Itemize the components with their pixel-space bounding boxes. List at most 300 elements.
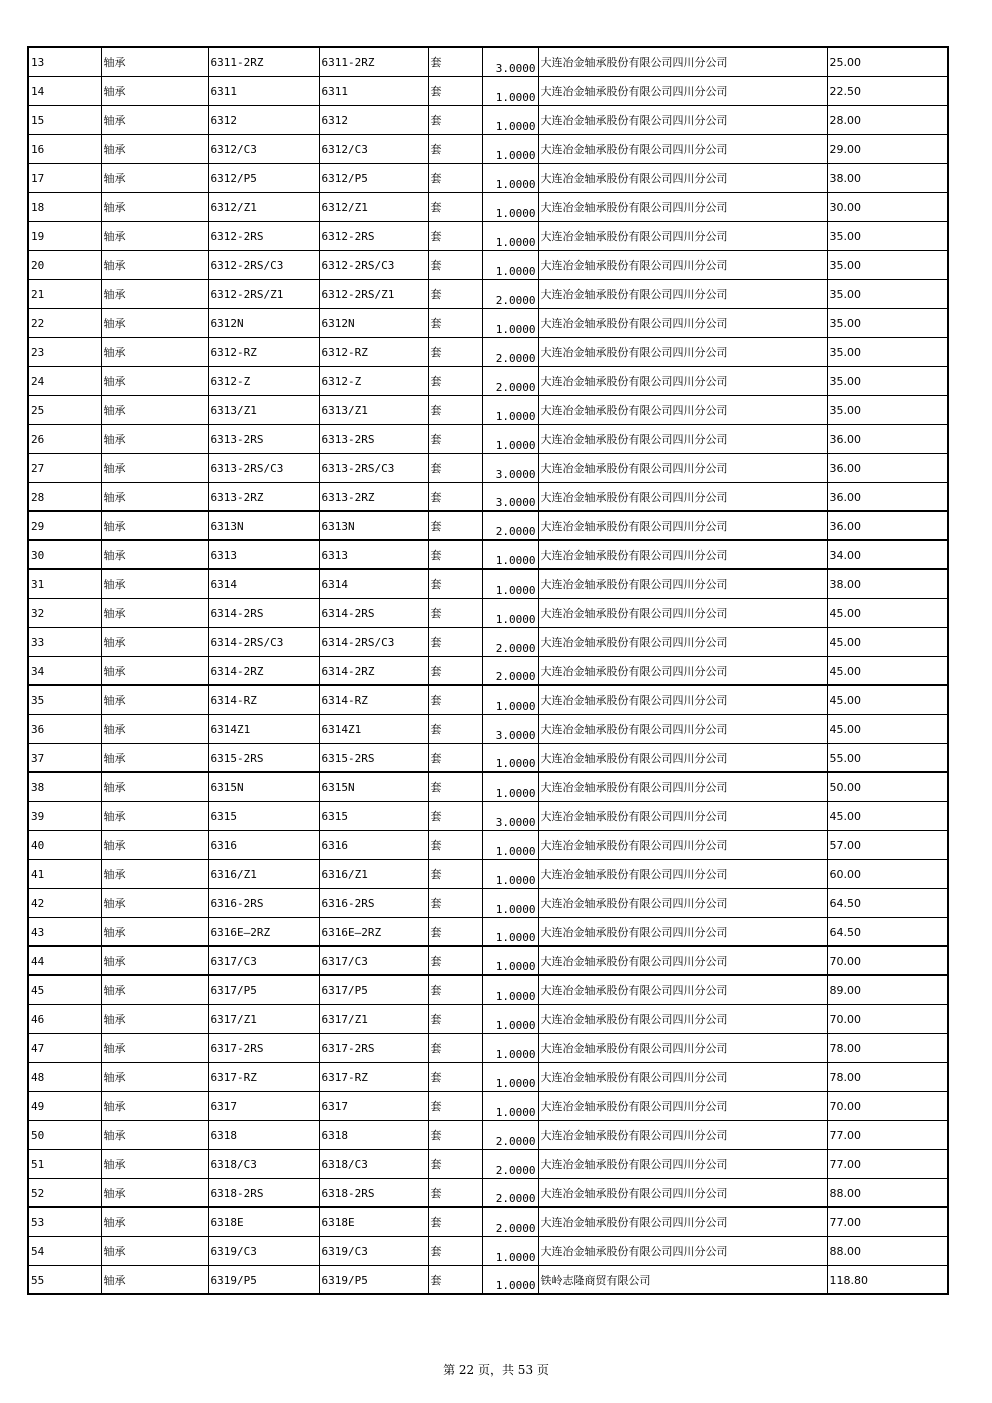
model-cell: 6314-RZ (208, 685, 319, 714)
spec-cell: 6315 (319, 801, 428, 830)
item-name-cell: 轴承 (101, 482, 208, 511)
table-row (28, 685, 948, 714)
quantity-cell: 1.0000 (482, 1004, 538, 1033)
row-number-cell: 37 (28, 743, 101, 772)
supplier-cell: 大连冶金轴承股份有限公司四川分公司 (538, 47, 827, 76)
quantity-cell: 2.0000 (482, 337, 538, 366)
quantity-cell: 1.0000 (482, 743, 538, 772)
row-number-cell: 33 (28, 627, 101, 656)
quantity-cell: 1.0000 (482, 105, 538, 134)
supplier-cell: 大连冶金轴承股份有限公司四川分公司 (538, 859, 827, 888)
model-cell: 6311 (208, 76, 319, 105)
quantity-cell: 3.0000 (482, 47, 538, 76)
model-cell: 6312-Z (208, 366, 319, 395)
table-row (28, 1207, 948, 1236)
table-row (28, 1004, 948, 1033)
price-cell: 77.00 (827, 1207, 948, 1236)
price-cell: 64.50 (827, 917, 948, 946)
table-row (28, 1033, 948, 1062)
quantity-cell: 1.0000 (482, 685, 538, 714)
row-number-cell: 45 (28, 975, 101, 1004)
price-cell: 36.00 (827, 453, 948, 482)
unit-cell: 套 (428, 801, 482, 830)
item-name-cell: 轴承 (101, 685, 208, 714)
row-number-cell: 41 (28, 859, 101, 888)
item-name-cell: 轴承 (101, 1265, 208, 1294)
table-row (28, 1062, 948, 1091)
supplier-cell: 大连冶金轴承股份有限公司四川分公司 (538, 1207, 827, 1236)
model-cell: 6316E—2RZ (208, 917, 319, 946)
row-number-cell: 51 (28, 1149, 101, 1178)
table-row (28, 308, 948, 337)
row-number-cell: 31 (28, 569, 101, 598)
row-number-cell: 44 (28, 946, 101, 975)
supplier-cell: 大连冶金轴承股份有限公司四川分公司 (538, 1091, 827, 1120)
price-cell: 70.00 (827, 1091, 948, 1120)
quantity-cell: 1.0000 (482, 859, 538, 888)
table-row (28, 975, 948, 1004)
price-cell: 35.00 (827, 279, 948, 308)
model-cell: 6315 (208, 801, 319, 830)
model-cell: 6318/C3 (208, 1149, 319, 1178)
price-cell: 77.00 (827, 1149, 948, 1178)
supplier-cell: 大连冶金轴承股份有限公司四川分公司 (538, 424, 827, 453)
quantity-cell: 1.0000 (482, 395, 538, 424)
row-number-cell: 19 (28, 221, 101, 250)
spec-cell: 6312-RZ (319, 337, 428, 366)
spec-cell: 6317/C3 (319, 946, 428, 975)
row-number-cell: 34 (28, 656, 101, 685)
supplier-cell: 大连冶金轴承股份有限公司四川分公司 (538, 76, 827, 105)
price-cell: 35.00 (827, 308, 948, 337)
row-number-cell: 26 (28, 424, 101, 453)
spec-cell: 6312-2RS/C3 (319, 250, 428, 279)
supplier-cell: 大连冶金轴承股份有限公司四川分公司 (538, 801, 827, 830)
quantity-cell: 1.0000 (482, 888, 538, 917)
spec-cell: 6312/Z1 (319, 192, 428, 221)
quantity-cell: 2.0000 (482, 627, 538, 656)
quantity-cell: 1.0000 (482, 1091, 538, 1120)
table-row (28, 511, 948, 540)
price-cell: 88.00 (827, 1178, 948, 1207)
spec-cell: 6312-Z (319, 366, 428, 395)
unit-cell: 套 (428, 1265, 482, 1294)
price-cell: 64.50 (827, 888, 948, 917)
price-cell: 34.00 (827, 540, 948, 569)
spec-cell: 6316-2RS (319, 888, 428, 917)
price-cell: 36.00 (827, 424, 948, 453)
row-number-cell: 48 (28, 1062, 101, 1091)
price-cell: 25.00 (827, 47, 948, 76)
row-number-cell: 13 (28, 47, 101, 76)
price-cell: 78.00 (827, 1033, 948, 1062)
table-row (28, 192, 948, 221)
table-body (28, 47, 948, 1294)
quantity-cell: 2.0000 (482, 1207, 538, 1236)
supplier-cell: 大连冶金轴承股份有限公司四川分公司 (538, 395, 827, 424)
row-number-cell: 24 (28, 366, 101, 395)
quantity-cell: 1.0000 (482, 917, 538, 946)
quantity-cell: 1.0000 (482, 308, 538, 337)
item-name-cell: 轴承 (101, 47, 208, 76)
table-row (28, 47, 948, 76)
model-cell: 6312-2RS (208, 221, 319, 250)
item-name-cell: 轴承 (101, 946, 208, 975)
supplier-cell: 大连冶金轴承股份有限公司四川分公司 (538, 569, 827, 598)
item-name-cell: 轴承 (101, 888, 208, 917)
model-cell: 6319/P5 (208, 1265, 319, 1294)
model-cell: 6316/Z1 (208, 859, 319, 888)
spec-cell: 6318 (319, 1120, 428, 1149)
price-cell: 89.00 (827, 975, 948, 1004)
quantity-cell: 2.0000 (482, 1120, 538, 1149)
price-cell: 35.00 (827, 221, 948, 250)
item-name-cell: 轴承 (101, 714, 208, 743)
unit-cell: 套 (428, 221, 482, 250)
table-row (28, 714, 948, 743)
model-cell: 6313/Z1 (208, 395, 319, 424)
model-cell: 6317 (208, 1091, 319, 1120)
row-number-cell: 43 (28, 917, 101, 946)
row-number-cell: 32 (28, 598, 101, 627)
supplier-cell: 大连冶金轴承股份有限公司四川分公司 (538, 134, 827, 163)
supplier-cell: 大连冶金轴承股份有限公司四川分公司 (538, 1236, 827, 1265)
item-name-cell: 轴承 (101, 76, 208, 105)
spec-cell: 6313-2RS/C3 (319, 453, 428, 482)
spec-cell: 6317/Z1 (319, 1004, 428, 1033)
item-name-cell: 轴承 (101, 1091, 208, 1120)
row-number-cell: 16 (28, 134, 101, 163)
quantity-cell: 2.0000 (482, 511, 538, 540)
unit-cell: 套 (428, 598, 482, 627)
unit-cell: 套 (428, 105, 482, 134)
spec-cell: 6316E—2RZ (319, 917, 428, 946)
model-cell: 6314-2RZ (208, 656, 319, 685)
model-cell: 6318-2RS (208, 1178, 319, 1207)
row-number-cell: 17 (28, 163, 101, 192)
spec-cell: 6313/Z1 (319, 395, 428, 424)
table-row (28, 540, 948, 569)
price-cell: 60.00 (827, 859, 948, 888)
row-number-cell: 25 (28, 395, 101, 424)
spec-cell: 6312-2RS (319, 221, 428, 250)
model-cell: 6314 (208, 569, 319, 598)
price-cell: 70.00 (827, 1004, 948, 1033)
supplier-cell: 大连冶金轴承股份有限公司四川分公司 (538, 888, 827, 917)
row-number-cell: 22 (28, 308, 101, 337)
spec-cell: 6314Z1 (319, 714, 428, 743)
item-name-cell: 轴承 (101, 424, 208, 453)
row-number-cell: 21 (28, 279, 101, 308)
unit-cell: 套 (428, 1091, 482, 1120)
row-number-cell: 53 (28, 1207, 101, 1236)
row-number-cell: 38 (28, 772, 101, 801)
supplier-cell: 大连冶金轴承股份有限公司四川分公司 (538, 511, 827, 540)
unit-cell: 套 (428, 714, 482, 743)
row-number-cell: 52 (28, 1178, 101, 1207)
item-name-cell: 轴承 (101, 540, 208, 569)
item-name-cell: 轴承 (101, 105, 208, 134)
supplier-cell: 大连冶金轴承股份有限公司四川分公司 (538, 105, 827, 134)
unit-cell: 套 (428, 946, 482, 975)
table-row (28, 801, 948, 830)
model-cell: 6313-2RZ (208, 482, 319, 511)
item-name-cell: 轴承 (101, 743, 208, 772)
item-name-cell: 轴承 (101, 830, 208, 859)
item-name-cell: 轴承 (101, 656, 208, 685)
price-cell: 35.00 (827, 337, 948, 366)
spec-cell: 6315-2RS (319, 743, 428, 772)
spec-cell: 6312 (319, 105, 428, 134)
table-row (28, 221, 948, 250)
model-cell: 6318 (208, 1120, 319, 1149)
supplier-cell: 大连冶金轴承股份有限公司四川分公司 (538, 830, 827, 859)
supplier-cell: 大连冶金轴承股份有限公司四川分公司 (538, 453, 827, 482)
row-number-cell: 55 (28, 1265, 101, 1294)
table-row (28, 859, 948, 888)
model-cell: 6312-2RS/Z1 (208, 279, 319, 308)
table-row (28, 598, 948, 627)
quantity-cell: 1.0000 (482, 975, 538, 1004)
supplier-cell: 大连冶金轴承股份有限公司四川分公司 (538, 1120, 827, 1149)
table-row (28, 656, 948, 685)
table-row (28, 366, 948, 395)
table-row (28, 830, 948, 859)
supplier-cell: 大连冶金轴承股份有限公司四川分公司 (538, 1178, 827, 1207)
quantity-cell: 1.0000 (482, 540, 538, 569)
table-row (28, 482, 948, 511)
spec-cell: 6312N (319, 308, 428, 337)
model-cell: 6317/P5 (208, 975, 319, 1004)
price-cell: 38.00 (827, 163, 948, 192)
table-row (28, 1149, 948, 1178)
price-cell: 22.50 (827, 76, 948, 105)
quantity-cell: 3.0000 (482, 801, 538, 830)
supplier-cell: 大连冶金轴承股份有限公司四川分公司 (538, 975, 827, 1004)
spec-cell: 6311 (319, 76, 428, 105)
row-number-cell: 29 (28, 511, 101, 540)
supplier-cell: 大连冶金轴承股份有限公司四川分公司 (538, 627, 827, 656)
item-name-cell: 轴承 (101, 1178, 208, 1207)
row-number-cell: 18 (28, 192, 101, 221)
model-cell: 6316-2RS (208, 888, 319, 917)
unit-cell: 套 (428, 1004, 482, 1033)
item-name-cell: 轴承 (101, 1207, 208, 1236)
table-row (28, 76, 948, 105)
table-row (28, 395, 948, 424)
unit-cell: 套 (428, 76, 482, 105)
item-name-cell: 轴承 (101, 1004, 208, 1033)
supplier-cell: 大连冶金轴承股份有限公司四川分公司 (538, 366, 827, 395)
item-name-cell: 轴承 (101, 337, 208, 366)
spec-cell: 6319/C3 (319, 1236, 428, 1265)
table-row (28, 424, 948, 453)
model-cell: 6319/C3 (208, 1236, 319, 1265)
model-cell: 6313N (208, 511, 319, 540)
table-row (28, 743, 948, 772)
price-cell: 55.00 (827, 743, 948, 772)
price-cell: 45.00 (827, 801, 948, 830)
item-name-cell: 轴承 (101, 250, 208, 279)
inventory-table (27, 46, 949, 1295)
spec-cell: 6314 (319, 569, 428, 598)
supplier-cell: 大连冶金轴承股份有限公司四川分公司 (538, 221, 827, 250)
quantity-cell: 1.0000 (482, 1062, 538, 1091)
price-cell: 57.00 (827, 830, 948, 859)
model-cell: 6312N (208, 308, 319, 337)
table-row (28, 1120, 948, 1149)
supplier-cell: 大连冶金轴承股份有限公司四川分公司 (538, 917, 827, 946)
table-row (28, 1178, 948, 1207)
unit-cell: 套 (428, 569, 482, 598)
item-name-cell: 轴承 (101, 453, 208, 482)
spec-cell: 6314-2RS (319, 598, 428, 627)
model-cell: 6312-RZ (208, 337, 319, 366)
unit-cell: 套 (428, 656, 482, 685)
quantity-cell: 1.0000 (482, 424, 538, 453)
unit-cell: 套 (428, 1207, 482, 1236)
spec-cell: 6317 (319, 1091, 428, 1120)
supplier-cell: 大连冶金轴承股份有限公司四川分公司 (538, 1149, 827, 1178)
row-number-cell: 14 (28, 76, 101, 105)
price-cell: 45.00 (827, 656, 948, 685)
model-cell: 6313-2RS/C3 (208, 453, 319, 482)
spec-cell: 6317-RZ (319, 1062, 428, 1091)
row-number-cell: 20 (28, 250, 101, 279)
table-row (28, 250, 948, 279)
unit-cell: 套 (428, 1033, 482, 1062)
table-row (28, 134, 948, 163)
quantity-cell: 1.0000 (482, 192, 538, 221)
item-name-cell: 轴承 (101, 772, 208, 801)
spec-cell: 6318/C3 (319, 1149, 428, 1178)
spec-cell: 6312/P5 (319, 163, 428, 192)
quantity-cell: 1.0000 (482, 1265, 538, 1294)
supplier-cell: 大连冶金轴承股份有限公司四川分公司 (538, 1004, 827, 1033)
row-number-cell: 23 (28, 337, 101, 366)
unit-cell: 套 (428, 47, 482, 76)
model-cell: 6315N (208, 772, 319, 801)
spec-cell: 6314-RZ (319, 685, 428, 714)
table-row (28, 772, 948, 801)
unit-cell: 套 (428, 192, 482, 221)
table-row (28, 1091, 948, 1120)
quantity-cell: 1.0000 (482, 134, 538, 163)
table-row (28, 1265, 948, 1294)
model-cell: 6317-RZ (208, 1062, 319, 1091)
table-row (28, 337, 948, 366)
model-cell: 6314-2RS (208, 598, 319, 627)
item-name-cell: 轴承 (101, 975, 208, 1004)
quantity-cell: 1.0000 (482, 1236, 538, 1265)
model-cell: 6316 (208, 830, 319, 859)
quantity-cell: 1.0000 (482, 598, 538, 627)
price-cell: 38.00 (827, 569, 948, 598)
model-cell: 6312/Z1 (208, 192, 319, 221)
spec-cell: 6312/C3 (319, 134, 428, 163)
spec-cell: 6317/P5 (319, 975, 428, 1004)
unit-cell: 套 (428, 366, 482, 395)
supplier-cell: 大连冶金轴承股份有限公司四川分公司 (538, 1062, 827, 1091)
unit-cell: 套 (428, 395, 482, 424)
unit-cell: 套 (428, 453, 482, 482)
table-row (28, 163, 948, 192)
row-number-cell: 27 (28, 453, 101, 482)
model-cell: 6313-2RS (208, 424, 319, 453)
supplier-cell: 大连冶金轴承股份有限公司四川分公司 (538, 685, 827, 714)
quantity-cell: 1.0000 (482, 163, 538, 192)
item-name-cell: 轴承 (101, 801, 208, 830)
spec-cell: 6316 (319, 830, 428, 859)
item-name-cell: 轴承 (101, 511, 208, 540)
item-name-cell: 轴承 (101, 1062, 208, 1091)
price-cell: 78.00 (827, 1062, 948, 1091)
item-name-cell: 轴承 (101, 598, 208, 627)
table-row (28, 627, 948, 656)
unit-cell: 套 (428, 685, 482, 714)
price-cell: 77.00 (827, 1120, 948, 1149)
price-cell: 50.00 (827, 772, 948, 801)
unit-cell: 套 (428, 1062, 482, 1091)
item-name-cell: 轴承 (101, 221, 208, 250)
supplier-cell: 大连冶金轴承股份有限公司四川分公司 (538, 598, 827, 627)
unit-cell: 套 (428, 511, 482, 540)
supplier-cell: 大连冶金轴承股份有限公司四川分公司 (538, 163, 827, 192)
price-cell: 30.00 (827, 192, 948, 221)
price-cell: 45.00 (827, 714, 948, 743)
item-name-cell: 轴承 (101, 569, 208, 598)
item-name-cell: 轴承 (101, 859, 208, 888)
supplier-cell: 大连冶金轴承股份有限公司四川分公司 (538, 540, 827, 569)
supplier-cell: 大连冶金轴承股份有限公司四川分公司 (538, 337, 827, 366)
price-cell: 88.00 (827, 1236, 948, 1265)
unit-cell: 套 (428, 888, 482, 917)
quantity-cell: 3.0000 (482, 714, 538, 743)
price-cell: 28.00 (827, 105, 948, 134)
supplier-cell: 大连冶金轴承股份有限公司四川分公司 (538, 279, 827, 308)
row-number-cell: 40 (28, 830, 101, 859)
item-name-cell: 轴承 (101, 308, 208, 337)
spec-cell: 6314-2RS/C3 (319, 627, 428, 656)
model-cell: 6317-2RS (208, 1033, 319, 1062)
supplier-cell: 大连冶金轴承股份有限公司四川分公司 (538, 1033, 827, 1062)
row-number-cell: 46 (28, 1004, 101, 1033)
supplier-cell: 大连冶金轴承股份有限公司四川分公司 (538, 656, 827, 685)
spec-cell: 6313 (319, 540, 428, 569)
unit-cell: 套 (428, 250, 482, 279)
unit-cell: 套 (428, 308, 482, 337)
quantity-cell: 2.0000 (482, 1149, 538, 1178)
item-name-cell: 轴承 (101, 366, 208, 395)
unit-cell: 套 (428, 830, 482, 859)
table-row (28, 946, 948, 975)
item-name-cell: 轴承 (101, 1236, 208, 1265)
model-cell: 6318E (208, 1207, 319, 1236)
row-number-cell: 15 (28, 105, 101, 134)
spec-cell: 6318E (319, 1207, 428, 1236)
model-cell: 6312-2RS/C3 (208, 250, 319, 279)
unit-cell: 套 (428, 859, 482, 888)
unit-cell: 套 (428, 337, 482, 366)
price-cell: 45.00 (827, 598, 948, 627)
unit-cell: 套 (428, 540, 482, 569)
item-name-cell: 轴承 (101, 1033, 208, 1062)
price-cell: 118.80 (827, 1265, 948, 1294)
model-cell: 6314-2RS/C3 (208, 627, 319, 656)
unit-cell: 套 (428, 1149, 482, 1178)
item-name-cell: 轴承 (101, 279, 208, 308)
quantity-cell: 1.0000 (482, 569, 538, 598)
